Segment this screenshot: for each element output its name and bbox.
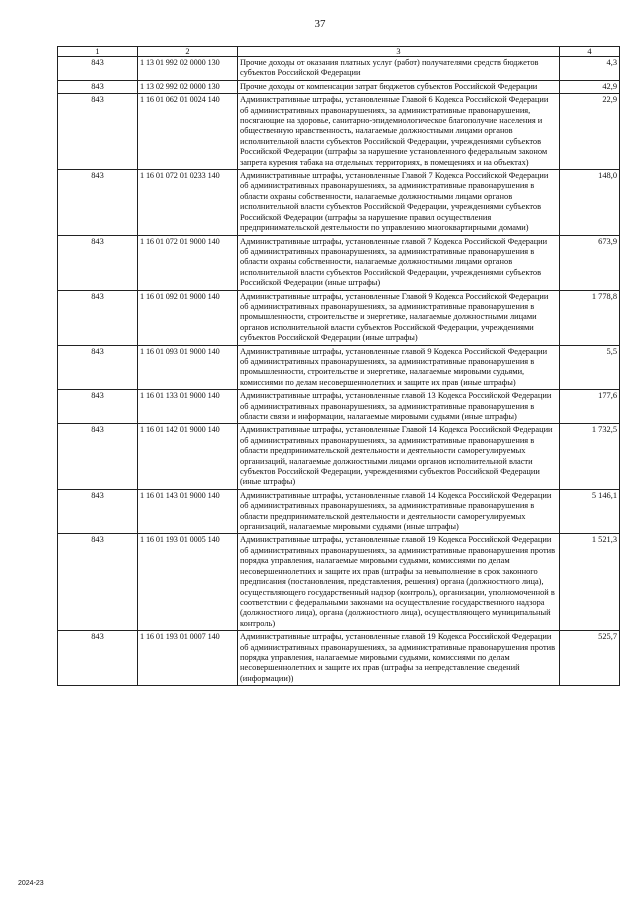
header-cell-4: 4 [560, 47, 620, 57]
revenue-code-cell: 1 13 01 992 02 0000 130 [138, 57, 238, 81]
amount-cell: 148,0 [560, 170, 620, 235]
header-cell-2: 2 [138, 47, 238, 57]
table-body [58, 47, 620, 686]
amount-cell: 1 732,5 [560, 424, 620, 489]
revenue-table [57, 46, 620, 686]
revenue-code-cell: 1 13 02 992 02 0000 130 [138, 80, 238, 93]
header-cell-1: 1 [58, 47, 138, 57]
table-row [58, 631, 620, 686]
table-row [58, 345, 620, 390]
revenue-code-cell: 1 16 01 093 01 9000 140 [138, 345, 238, 390]
admin-code-cell: 843 [58, 424, 138, 489]
revenue-code-cell: 1 16 01 142 01 9000 140 [138, 424, 238, 489]
admin-code-cell: 843 [58, 390, 138, 424]
revenue-name-cell: Административные штрафы, установленные главой 14 Кодекса Российской Федерации об административных правонарушениях, за административные правонарушения в области предпринимательской деятельности и деятельности саморегулируемых организаций, налагаемые мировыми судьями (иные штрафы) [238, 489, 560, 534]
table-row [58, 80, 620, 93]
admin-code-cell: 843 [58, 534, 138, 631]
amount-cell: 5 146,1 [560, 489, 620, 534]
table-row [58, 489, 620, 534]
revenue-name-cell: Административные штрафы, установленные главой 9 Кодекса Российской Федерации об административных правонарушениях, за административные правонарушения в промышленности, строительстве и энергетике, налагаемые мировыми судьями, комиссиями по делам несовершеннолетних и защите их прав (иные штрафы) [238, 345, 560, 390]
amount-cell: 22,9 [560, 94, 620, 170]
revenue-name-cell: Административные штрафы, установленные главой 19 Кодекса Российской Федерации об административных правонарушениях, за административные правонарушения против порядка управления, налагаемые мировыми судьями, комиссиями по делам несовершеннолетних и защите их прав (штрафы за непредставление сведений (информации)) [238, 631, 560, 686]
revenue-name-cell: Прочие доходы от оказания платных услуг (работ) получателями средств бюджетов субъектов Российской Федерации [238, 57, 560, 81]
revenue-name-cell: Административные штрафы, установленные Главой 14 Кодекса Российской Федерации об административных правонарушениях, за административные правонарушения в области предпринимательской деятельности и деятельности саморегулируемых организаций, налагаемые должностными лицами органов исполнительной власти субъектов Российской Федерации, учреждениями субъектов Российской Федерации (иные штрафы) [238, 424, 560, 489]
revenue-code-cell: 1 16 01 143 01 9000 140 [138, 489, 238, 534]
admin-code-cell: 843 [58, 80, 138, 93]
header-row [58, 47, 620, 57]
admin-code-cell: 843 [58, 345, 138, 390]
table-row [58, 235, 620, 290]
admin-code-cell: 843 [58, 235, 138, 290]
amount-cell: 525,7 [560, 631, 620, 686]
revenue-name-cell: Прочие доходы от компенсации затрат бюджетов субъектов Российской Федерации [238, 80, 560, 93]
revenue-code-cell: 1 16 01 193 01 0005 140 [138, 534, 238, 631]
revenue-name-cell: Административные штрафы, установленные Главой 7 Кодекса Российской Федерации об административных правонарушениях, за административные правонарушения в области охраны собственности, налагаемые должностными лицами органов исполнительной власти субъектов Российской Федерации, учреждениями субъектов Российской Федерации (штрафы за нарушение правил осуществления предпринимательской деятельности по управлению многоквартирными домами) [238, 170, 560, 235]
revenue-name-cell: Административные штрафы, установленные главой 7 Кодекса Российской Федерации об административных правонарушениях, за административные правонарушения в области охраны собственности, налагаемые должностными лицами органов исполнительной власти субъектов Российской Федерации, учреждениями субъектов Российской Федерации (иные штрафы) [238, 235, 560, 290]
amount-cell: 177,6 [560, 390, 620, 424]
revenue-code-cell: 1 16 01 062 01 0024 140 [138, 94, 238, 170]
revenue-name-cell: Административные штрафы, установленные главой 19 Кодекса Российской Федерации об административных правонарушениях, за административные правонарушения против порядка управления, налагаемые мировыми судьями, комиссиями по делам несовершеннолетних и защите их прав (штрафы за невыполнение в срок законного предписания (постановления, представления, решения) органа (должностного лица), осуществляющего государственный надзор (контроль), организации, уполномоченной в соответствии с федеральными законами на осуществление государственного надзора (должностного лица), органа (должностного лица), осуществляющего муниципальный контроль) [238, 534, 560, 631]
amount-cell: 42,9 [560, 80, 620, 93]
table-row [58, 390, 620, 424]
table-row [58, 170, 620, 235]
table-row [58, 424, 620, 489]
revenue-code-cell: 1 16 01 072 01 9000 140 [138, 235, 238, 290]
amount-cell: 4,3 [560, 57, 620, 81]
header-cell-3: 3 [238, 47, 560, 57]
footer-code: 2024-23 [18, 880, 44, 887]
revenue-code-cell: 1 16 01 072 01 0233 140 [138, 170, 238, 235]
admin-code-cell: 843 [58, 94, 138, 170]
amount-cell: 1 521,3 [560, 534, 620, 631]
admin-code-cell: 843 [58, 489, 138, 534]
amount-cell: 5,5 [560, 345, 620, 390]
revenue-code-cell: 1 16 01 193 01 0007 140 [138, 631, 238, 686]
revenue-name-cell: Административные штрафы, установленные Главой 6 Кодекса Российской Федерации об административных правонарушениях, за административные правонарушения, посягающие на здоровье, санитарно-эпидемиологическое благополучие населения и общественную нравственность, налагаемые должностными лицами органов исполнительной власти субъектов Российской Федерации, учреждениями субъектов Российской Федерации (штрафы за нарушение установленного федеральным законом запрета курения табака на отдельных территориях, в помещениях и на объектах) [238, 94, 560, 170]
admin-code-cell: 843 [58, 170, 138, 235]
amount-cell: 1 778,8 [560, 290, 620, 345]
admin-code-cell: 843 [58, 57, 138, 81]
table-row [58, 534, 620, 631]
amount-cell: 673,9 [560, 235, 620, 290]
table-row [58, 94, 620, 170]
admin-code-cell: 843 [58, 631, 138, 686]
page-number: 37 [314, 18, 326, 30]
revenue-code-cell: 1 16 01 133 01 9000 140 [138, 390, 238, 424]
revenue-code-cell: 1 16 01 092 01 9000 140 [138, 290, 238, 345]
revenue-name-cell: Административные штрафы, установленные главой 13 Кодекса Российской Федерации об административных правонарушениях, за административные правонарушения в области связи и информации, налагаемые мировыми судьями (иные штрафы) [238, 390, 560, 424]
admin-code-cell: 843 [58, 290, 138, 345]
revenue-name-cell: Административные штрафы, установленные Главой 9 Кодекса Российской Федерации об административных правонарушениях, за административные правонарушения в промышленности, строительстве и энергетике, налагаемые должностными лицами органов исполнительной власти субъектов Российской Федерации, учреждениями субъектов Российской Федерации (иные штрафы) [238, 290, 560, 345]
table-row [58, 290, 620, 345]
table-row [58, 57, 620, 81]
